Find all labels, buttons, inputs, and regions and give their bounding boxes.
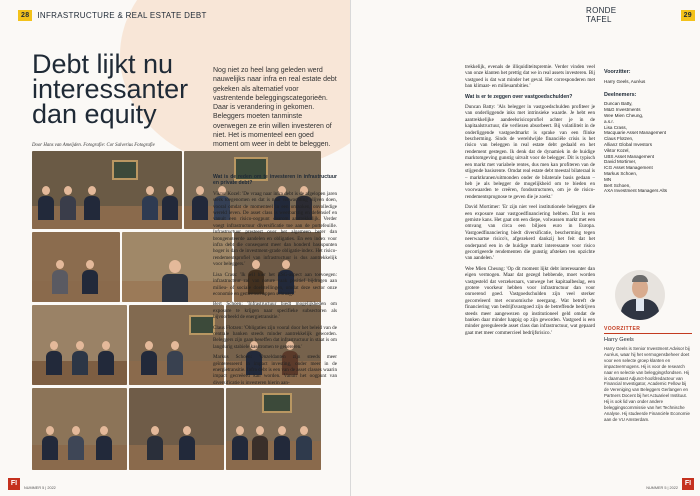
article-title: Debt lijkt nu interessanter dan equity	[32, 49, 189, 129]
question-heading: Wat is er te zeggen over vastgoedschulden?	[465, 93, 573, 100]
section-label: RONDE TAFEL	[586, 6, 617, 24]
divider	[604, 333, 692, 334]
page-header	[586, 8, 700, 22]
paragraph: Viktor Kozel: 'De vraag naar infra debt is de afgelopen jaren sterk toegenomen en dat is naar verwachting blijven doen, vooral omdat de momenteel in een omzoken, onvolledige wereld leven. De asset class is weerbarstig en defensief en vanuit een risico-oogpunt daarom aantrekkelijk. Verder voegt infrastructuur diversificatie toe aan de portefeuille. Infrastructuur presteert over het algemeen beter dan brongenoteerde aandelen en obligaties. En een index voor infra debt die consequent meer dan honderd basispunten hoger is dan de investment-grade obligatie-index. Het risico-rendementsprofiel van infrastructuur is dus aantrekkelijk voor beleggers.'	[213, 190, 337, 268]
page-number: 29	[681, 10, 695, 21]
paragraph: Wee Mien Cheung: 'Op dit moment lijkt debt interessanter dan eigen vermogen. Maar dat gezegd hebbende, moet worden vastgesteld dat verzekeraars, vanwege het kapitaalbeslag, een grotere voorkeur hebben voor infrastructuur dan voor onroerend goed. Vastgoedschulden zijn veel sterker gecorreleerd met economische neergang. Wat betreft de financiering van bedrijfsvastgoed zijn de betreffende bedrijven steeds meer aangewezen op institutioneel geld omdat de banken daar minder happig op zijn geworden. Vastgoed is een minder gereguleerde asset class dan infrastructuur, wat gepaard gaat met meer commercieel bedrijfsrisico.'	[465, 265, 595, 336]
participants-sidebar	[604, 66, 694, 194]
chair-avatar	[615, 270, 665, 320]
page-footer: NUMMER 5 | 2022	[646, 486, 678, 490]
participant-entry: MN	[604, 176, 612, 182]
chair-label: VOORZITTER	[604, 326, 641, 332]
article-lead: Nog niet zo heel lang geleden werd nauwelijks naar infra en real estate debt gekeken als alternatief voor vastrentende beleggingscategorieën. Daar is verandering in gekomen. Beleggers moeten tanminste overwegen ze erin willen investeren of niet. Het is momenteel een goed moment om weer in debt te beleggen.	[213, 67, 337, 149]
byline: Door Hans van Ameijden. Fotografie: Cor Salverius Fotografie	[32, 143, 155, 148]
paragraph: trekkelijk, evenals de illiquiditeitspremie. Verder vinden veel van onze klanten het prettig dat we in real assets investeren. Bij vastgoed is dat wat minder het geval. Het corresponderen met ban klimaat- en milieuambities.'	[465, 64, 595, 90]
paragraph: David Mortimer: 'Er zijn niet veel institutionele beleggers die een exposure naar vastgoedfinanciering hebben. Dat is een gemiste kans. Het gaat om een diepe, volwassen markt met een omvang van circa een biljoen euro in Europa. Vastgoedfinanciering biedt diversificatie, bescherming tegen neerwaartse risico's, afgezekerd dankzij het feit dat het onderpand een in de huidige markt interessante voor risico gecorrigeerde rendementen die gunstig afsteken ten opzichte van aandelen.'	[465, 204, 595, 262]
article-column	[213, 174, 337, 474]
participant-photo	[129, 305, 224, 385]
chair-bio: Harry Geels is Senior Investment Advisor bij Auréus, waar hij het vermogensbeheer doet voor een selecte groep klanten en impactvermogens. Hij is voor de research naar en selectie van beleggingsfondsen. Hij is daarnaast Adjunct-hoofdredacteur van Financial Investigator, Academic Fellow bij de Vereniging van Beleggers Gerlangen en Partners Docent bij het Actuarieel Instituut. Hij is ook lid van onder andere beleggingscommissie van het Technische Analyse. Hij studeerde Financiële Economie aan de VU Amsterdam.	[604, 346, 690, 422]
paragraph: Lisa Crass: 'Ik wil hier het ESG-aspect aan toevoegen: infrastructuur zal van nature vaak positief bijdragen aan milieu- of sociale doelstellingen, omdat deze sector onze economie en gemeenschappen schraagt.'	[213, 271, 337, 297]
participant-entry: a.s.r.	[604, 118, 614, 124]
page-number: 28	[18, 10, 32, 21]
participant-entry: Viktor Kozel,	[604, 147, 630, 153]
article-column	[465, 64, 595, 476]
participant-photo	[32, 388, 127, 470]
participants-label: Deelnemers:	[604, 91, 637, 98]
paragraph: Bert Schoen: 'Infrastructuur biedt mogelijkheden om exposure te krijgen naar specifieke subsectoren als bijvoorbeeld de energietransitie.'	[213, 301, 337, 321]
paragraph: Claus Flotzen: 'Obligaties zijn vooral door het beleid van de centrale banken steeds minder aantrekkelijk geworden. Beleggers zijn gaan beseffen dat infrastructuur in staat is om langdurig stabiele kasstromen te genereren.'	[213, 324, 337, 350]
chair-name: Harry Geels	[604, 337, 634, 343]
participant-entry: Allianz Global Investors	[604, 141, 653, 147]
page-footer: NUMMER 5 | 2022	[24, 486, 56, 490]
participant-entry: Duncan Batty,	[604, 101, 633, 107]
section-label: INFRASTRUCTURE & REAL ESTATE DEBT	[37, 10, 207, 20]
moderator-name: Harry Geels, Auréus	[604, 78, 646, 84]
participant-photo	[32, 305, 127, 385]
participant-entry: Wee Mien Cheung,	[604, 112, 644, 118]
question-heading: Wat is de reden om te investeren in infrastructuur en private debt?	[213, 174, 337, 187]
participant-photo	[32, 232, 120, 302]
participant-entry: Markus Schoen,	[604, 170, 638, 176]
participant-photo	[129, 388, 224, 470]
participant-entry: ICG Asset Management	[604, 165, 653, 171]
participant-entry: Lisa Crass,	[604, 124, 627, 130]
participant-entry: Macquarie Asset Management	[604, 130, 667, 136]
participant-entry: Bert Schoen,	[604, 182, 631, 188]
participants-list	[604, 101, 694, 194]
paragraph: Markus Schoen: 'Onzeldanten zijn steeds meer geïnteresseerd in impact investing, onder meer in de energietransitie. Infra debt is een van de asset classes waarin impact gecreëerd kan worden. Vanuit het oogpunt van diversificatie is investeren hierin aan-	[213, 354, 337, 386]
fi-logo: FI	[8, 478, 20, 490]
roundtable-photo	[32, 151, 182, 229]
moderator-label: Voorzitter:	[604, 69, 631, 75]
participant-entry: Claus Flotzen,	[604, 136, 634, 142]
fi-logo: FI	[682, 478, 694, 490]
participant-entry: David Mortimer,	[604, 159, 637, 165]
paragraph: Duncan Batty: 'Als belegger in vastgoedschulden profiteer je van onderliggende inks met intrinsieke waarde. Je hebt een aantrekkelijke aandeelsrisicoprofiel achter je in de kapitaalstructuur, die verliezen absorbeert. Bij volatiliteit in de onderliggende vastgoedmarkt is sprake van een flinke bescherming. Sinds de wereldwijde financiële crisis is het risico van beleggen in real estate debt gedaald en het rendement gestegen. Ik denk dat de dynamiek in de huidige marktomgeving gunstig uitvalt voor de belegger. Dit is typisch een markt met variabele rentes, dus men kan profiteren van de stijgende basisrente. Omdat real estate debt meestal bilateraal is – marktkranen/uitmonden onder de bilaterale basis gedaan – heb je als belegger de mogelijkheid om te bieden en voorwaarden te creëren, fondsstructuren, om je de risico-rendementsprognose te geven die je zoekt.'	[465, 104, 595, 200]
participant-entry: UBS Asset Management	[604, 153, 655, 159]
participant-entry: AXA Investment Managers Alts	[604, 188, 668, 194]
page-header	[18, 8, 207, 22]
participant-entry: M&G Investments	[604, 107, 641, 113]
